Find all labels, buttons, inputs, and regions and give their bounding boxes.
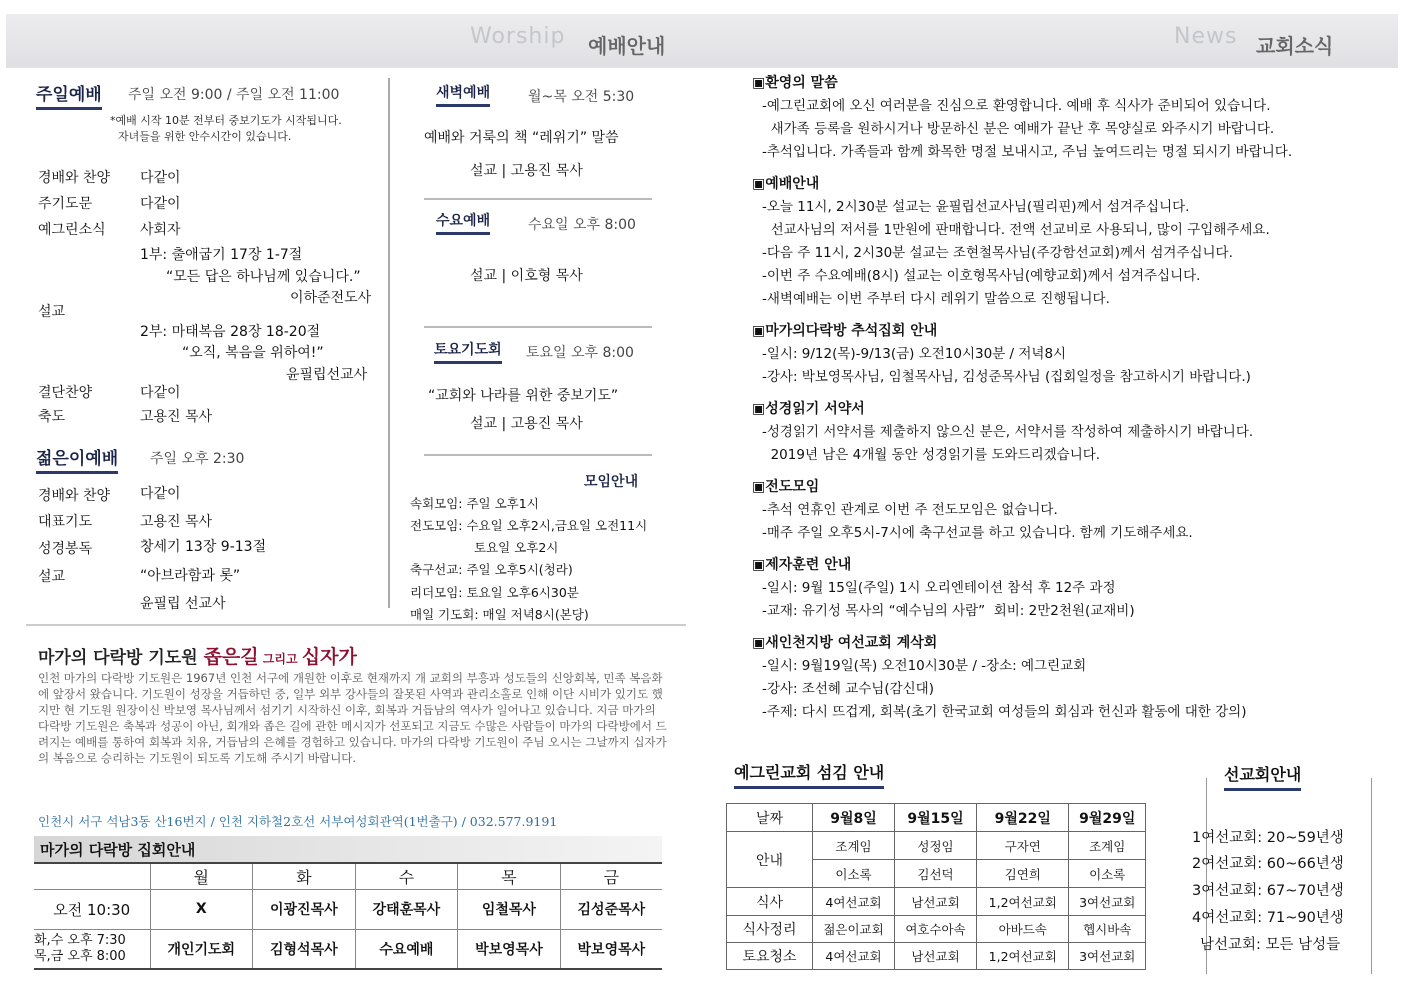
service-cell: 성정임 bbox=[895, 832, 977, 860]
row-label: 토요청소 bbox=[727, 943, 813, 970]
order-value: 다같이 bbox=[140, 170, 181, 186]
news-heading: ▣새인천지방 여선교회 계삭회 bbox=[752, 635, 938, 651]
sermon-part1-title: “모든 답은 하나님께 있습니다.” bbox=[166, 269, 361, 285]
order-value: “아브라함과 롯” bbox=[140, 568, 241, 584]
makga-title: 마가의 다락방 기도원 좁은길 그리고 십자가 bbox=[38, 646, 357, 668]
news-line: -성경읽기 서약서를 제출하지 않으신 분은, 서약서를 작성하여 제출하시기 바랍니다. bbox=[762, 424, 1254, 440]
news-line: -예그린교회에 오신 여러분을 진심으로 환영합니다. 예배 후 식사가 준비되어 있습니다. bbox=[762, 98, 1271, 114]
day-header: 화 bbox=[253, 863, 356, 889]
sermon-part2-text: 2부: 마태복음 28장 18-20절 bbox=[140, 324, 321, 340]
service-cell: 이소록 bbox=[1069, 860, 1146, 888]
meeting-item: 토요일 오후2시 bbox=[474, 540, 559, 555]
order-value: 창세기 13장 9-13절 bbox=[140, 539, 267, 555]
news-section bbox=[752, 173, 1392, 311]
sched-cell: 수요예배 bbox=[355, 929, 458, 969]
order-value: 고용진 목사 bbox=[140, 514, 213, 530]
dawn-title: 새벽예배 bbox=[436, 82, 490, 107]
news-line: -일시: 9/12(목)-9/13(금) 오전10시30분 / 저녁8시 bbox=[762, 346, 1067, 362]
divider bbox=[424, 454, 652, 456]
meeting-item: 매일 기도회: 매일 저녁8시(본당) bbox=[410, 607, 589, 622]
service-cell: 구자연 bbox=[977, 832, 1069, 860]
sunday-note-1: *예배 시작 10분 전부터 중보기도가 시작됩니다. bbox=[110, 114, 342, 127]
sched-cell: 임철목사 bbox=[458, 889, 561, 929]
date-header: 9월8일 bbox=[813, 804, 895, 832]
order-value: 고용진 목사 bbox=[140, 409, 213, 425]
order-label: 설교 bbox=[38, 569, 66, 585]
sunday-title: 주일예배 bbox=[36, 80, 102, 110]
mission-item: 4여선교회: 71~90년생 bbox=[1192, 910, 1344, 926]
sched-cell: 이광진목사 bbox=[253, 889, 356, 929]
service-cell: 이소록 bbox=[813, 860, 895, 888]
sermon-label: 설교 bbox=[38, 304, 66, 320]
corner-cell bbox=[34, 863, 150, 889]
service-cell: 김연희 bbox=[977, 860, 1069, 888]
row-label: 날짜 bbox=[727, 804, 813, 832]
sched-table bbox=[34, 862, 662, 970]
mission-item: 1여선교회: 20~59년생 bbox=[1192, 830, 1344, 846]
date-header: 9월15일 bbox=[895, 804, 977, 832]
news-line: 2019년 남은 4개월 동안 성경읽기를 도와드리겠습니다. bbox=[762, 447, 1101, 463]
service-cell: 1,2여선교회 bbox=[977, 943, 1069, 970]
row-label: 안내 bbox=[727, 832, 813, 888]
meeting-item: 축구선교: 주일 오후5시(청라) bbox=[410, 562, 573, 577]
order-label: 축도 bbox=[38, 409, 66, 425]
news-line: -주제: 다시 뜨겁게, 회복(초기 한국교회 여성들의 회심과 헌신과 활동에 대한 강의) bbox=[762, 704, 1247, 720]
sermon-part2-title: “오직, 복음을 위하여!” bbox=[182, 345, 324, 361]
news-heading: ▣예배안내 bbox=[752, 176, 820, 192]
news-section bbox=[752, 476, 1392, 545]
wed-time: 수요일 오후 8:00 bbox=[528, 217, 636, 233]
order-value: 사회자 bbox=[140, 222, 181, 238]
sched-cell: 박보영목사 bbox=[458, 929, 561, 969]
service-cell: 여호수아속 bbox=[895, 916, 977, 943]
sunday-time: 주일 오전 9:00 / 주일 오전 11:00 bbox=[128, 87, 340, 103]
mission-item: 2여선교회: 60~66년생 bbox=[1192, 856, 1344, 872]
news-heading: ▣성경읽기 서약서 bbox=[752, 401, 865, 417]
order-value: 다같이 bbox=[140, 196, 181, 212]
sat-title: 토요기도회 bbox=[434, 339, 502, 364]
mission-title: 선교회안내 bbox=[1224, 762, 1301, 791]
order-label: 성경봉독 bbox=[38, 541, 93, 557]
makga-address: 인천시 서구 석남3동 산16번지 / 인천 지하철2호선 서부여성회관역(1번출구) / 032.577.9191 bbox=[38, 814, 558, 829]
service-cell: 김선덕 bbox=[895, 860, 977, 888]
service-title: 예그린교회 섬김 안내 bbox=[734, 760, 884, 789]
order-label: 예그린소식 bbox=[38, 222, 106, 238]
service-cell: 1,2여선교회 bbox=[977, 888, 1069, 916]
sched-cell: X bbox=[150, 889, 253, 929]
news-section bbox=[752, 554, 1392, 623]
service-cell: 젊은이교회 bbox=[813, 916, 895, 943]
service-cell: 조계임 bbox=[813, 832, 895, 860]
news-line: -강사: 박보영목사님, 임철목사님, 김성준목사님 (집회일정을 참고하시기 바랍니다.) bbox=[762, 369, 1251, 385]
news-ko-title: 교회소식 bbox=[1256, 34, 1334, 58]
sermon-part1-preacher: 이하준전도사 bbox=[290, 290, 372, 306]
sat-desc: “교회와 나라를 위한 중보기도” bbox=[428, 388, 619, 404]
news-section bbox=[752, 320, 1392, 389]
news-heading: ▣제자훈련 안내 bbox=[752, 557, 852, 573]
wed-sermon: 설교 | 이호형 목사 bbox=[470, 268, 583, 284]
makga-body: 인천 마가의 다락방 기도원은 1967년 인천 서구에 개원한 이후로 현재까지 개 교회의 부흥과 성도들의 신앙회복, 민족 복음화에 앞장서 왔습니다. 기도원이 성장을 거듭하던 중, 일부 외부 강사들의 잘못된 사역과 관리소홀로 인해 이단 시비가 있기도 했지만 현 기도원 원장이신 박보영 목사님께서 섬기기 시작하신 이후, 회복과 거듭남의 역사가 일어나고 있습니다. 지금 마가의 다락방 기도원은 축복과 성공이 아닌, 회개와 좁은 길에 관한 메시지가 선포되고 지금도 수많은 사람들이 마가의 다락방에서 드려지는 예배를 통하여 회복과 치유, 거듭남의 은혜를 경험하고 있습니다. 마가의 다락방 기도원이 주님 오시는 그날까지 십자가의 복음으로 승리하는 기도원이 되도록 기도해 주시기 바랍니다. bbox=[38, 671, 667, 765]
row-label: 식사정리 bbox=[727, 916, 813, 943]
news-section bbox=[752, 72, 1392, 164]
wed-title: 수요예배 bbox=[436, 210, 490, 235]
dawn-time: 월~목 오전 5:30 bbox=[528, 89, 635, 105]
sched-cell: 강태훈목사 bbox=[355, 889, 458, 929]
news-line: 새가족 등록을 원하시거나 방문하신 분은 예배가 끝난 후 목양실로 와주시기 바랍니다. bbox=[762, 121, 1275, 137]
service-cell: 3여선교회 bbox=[1069, 888, 1146, 916]
time-cell: 오전 10:30 bbox=[34, 889, 150, 929]
order-label: 주기도문 bbox=[38, 196, 93, 212]
service-cell: 남선교회 bbox=[895, 943, 977, 970]
service-cell: 헵시바속 bbox=[1069, 916, 1146, 943]
sched-cell: 개인기도회 bbox=[150, 929, 253, 969]
news-line: -일시: 9월 15일(주일) 1시 오리엔테이션 참석 후 12주 과정 bbox=[762, 580, 1116, 596]
sat-sermon: 설교 | 고용진 목사 bbox=[470, 416, 583, 432]
sched-title: 마가의 다락방 집회안내 bbox=[40, 841, 196, 859]
date-header: 9월22일 bbox=[977, 804, 1069, 832]
order-label: 경배와 찬양 bbox=[38, 170, 111, 186]
order-label: 대표기도 bbox=[38, 514, 93, 530]
sermon-part1-text: 1부: 출애굽기 17장 1-7절 bbox=[140, 247, 303, 263]
news-line: -다음 주 11시, 2시30분 설교는 조현철목사님(주강함선교회)께서 섬겨주십니다. bbox=[762, 245, 1233, 261]
order-label: 경배와 찬양 bbox=[38, 488, 111, 504]
news-line: -추석 연휴인 관계로 이번 주 전도모임은 없습니다. bbox=[762, 502, 1058, 518]
news-line: -교재: 유기성 목사의 “예수님의 사람” 회비: 2만2천원(교재비) bbox=[762, 603, 1135, 619]
service-cell: 조계임 bbox=[1069, 832, 1146, 860]
sermon-part2-preacher: 윤필립선교사 bbox=[286, 367, 368, 383]
day-header: 수 bbox=[355, 863, 458, 889]
sched-cell: 박보영목사 bbox=[560, 929, 662, 969]
service-cell: 아바드속 bbox=[977, 916, 1069, 943]
dawn-sermon: 설교 | 고용진 목사 bbox=[470, 163, 583, 179]
row-label: 식사 bbox=[727, 888, 813, 916]
divider bbox=[424, 198, 652, 200]
news-line: 선교사님의 저서를 1만원에 판매합니다. 전액 선교비로 사용되니, 많이 구입해주세요. bbox=[762, 222, 1270, 238]
youth-time: 주일 오후 2:30 bbox=[150, 451, 245, 467]
sched-cell: 김형석목사 bbox=[253, 929, 356, 969]
time-cell: 화,수 오후 7:30 목,금 오후 8:00 bbox=[34, 929, 150, 969]
news-line: -매주 주일 오후5시-7시에 축구선교를 하고 있습니다. 함께 기도해주세요. bbox=[762, 525, 1193, 541]
service-table bbox=[726, 803, 1146, 970]
news-line: -일시: 9월19일(목) 오전10시30분 / -장소: 예그린교회 bbox=[762, 658, 1087, 674]
news-line: -강사: 조선혜 교수님(감신대) bbox=[762, 681, 934, 697]
day-header: 목 bbox=[458, 863, 561, 889]
news-heading: ▣환영의 말씀 bbox=[752, 75, 838, 91]
day-header: 월 bbox=[150, 863, 253, 889]
mission-item: 남선교회: 모든 남성들 bbox=[1200, 937, 1341, 953]
mission-item: 3여선교회: 67~70년생 bbox=[1192, 883, 1344, 899]
service-cell: 4여선교회 bbox=[813, 943, 895, 970]
day-header: 금 bbox=[560, 863, 662, 889]
order-value: 다같이 bbox=[140, 385, 181, 401]
news-en-title: News bbox=[1174, 24, 1238, 49]
youth-preacher: 윤필립 선교사 bbox=[140, 596, 226, 612]
dawn-desc: 예배와 거룩의 책 “레위기” 말씀 bbox=[424, 130, 619, 146]
sat-time: 토요일 오후 8:00 bbox=[526, 345, 634, 361]
service-cell: 3여선교회 bbox=[1069, 943, 1146, 970]
service-cell: 4여선교회 bbox=[813, 888, 895, 916]
news-section bbox=[752, 398, 1392, 467]
news-line: -새벽예배는 이번 주부터 다시 레위기 말씀으로 진행됩니다. bbox=[762, 291, 1110, 307]
sched-cell: 김성준목사 bbox=[560, 889, 662, 929]
divider bbox=[26, 624, 686, 626]
date-header: 9월29일 bbox=[1069, 804, 1146, 832]
sunday-note-2: 자녀들을 위한 안수시간이 있습니다. bbox=[118, 130, 292, 143]
meeting-item: 속회모임: 주일 오후1시 bbox=[410, 496, 539, 511]
column-divider bbox=[388, 78, 390, 608]
worship-en-title: Worship bbox=[470, 24, 566, 49]
order-label: 결단찬양 bbox=[38, 385, 93, 401]
youth-title: 젊은이예배 bbox=[36, 444, 118, 474]
divider bbox=[424, 326, 652, 328]
news-column bbox=[752, 72, 1392, 724]
meeting-item: 리더모임: 토요일 오후6시30분 bbox=[410, 585, 579, 600]
worship-ko-title: 예배안내 bbox=[588, 34, 666, 58]
news-line: -이번 주 수요예배(8시) 설교는 이호형목사님(예향교회)께서 섬겨주십니다. bbox=[762, 268, 1201, 284]
news-heading: ▣전도모임 bbox=[752, 479, 820, 495]
news-line: -추석입니다. 가족들과 함께 화목한 명절 보내시고, 주님 높여드리는 명절 되시기 바랍니다. bbox=[762, 144, 1293, 160]
news-line: -오늘 11시, 2시30분 설교는 윤필립선교사님(필리핀)께서 섬겨주십니다. bbox=[762, 199, 1190, 215]
meetings-title: 모임안내 bbox=[584, 474, 639, 490]
meeting-item: 전도모임: 수요일 오후2시,금요일 오전11시 bbox=[410, 518, 648, 533]
order-value: 다같이 bbox=[140, 486, 181, 502]
news-heading: ▣마가의다락방 추석집회 안내 bbox=[752, 323, 938, 339]
news-section bbox=[752, 632, 1392, 724]
service-cell: 남선교회 bbox=[895, 888, 977, 916]
